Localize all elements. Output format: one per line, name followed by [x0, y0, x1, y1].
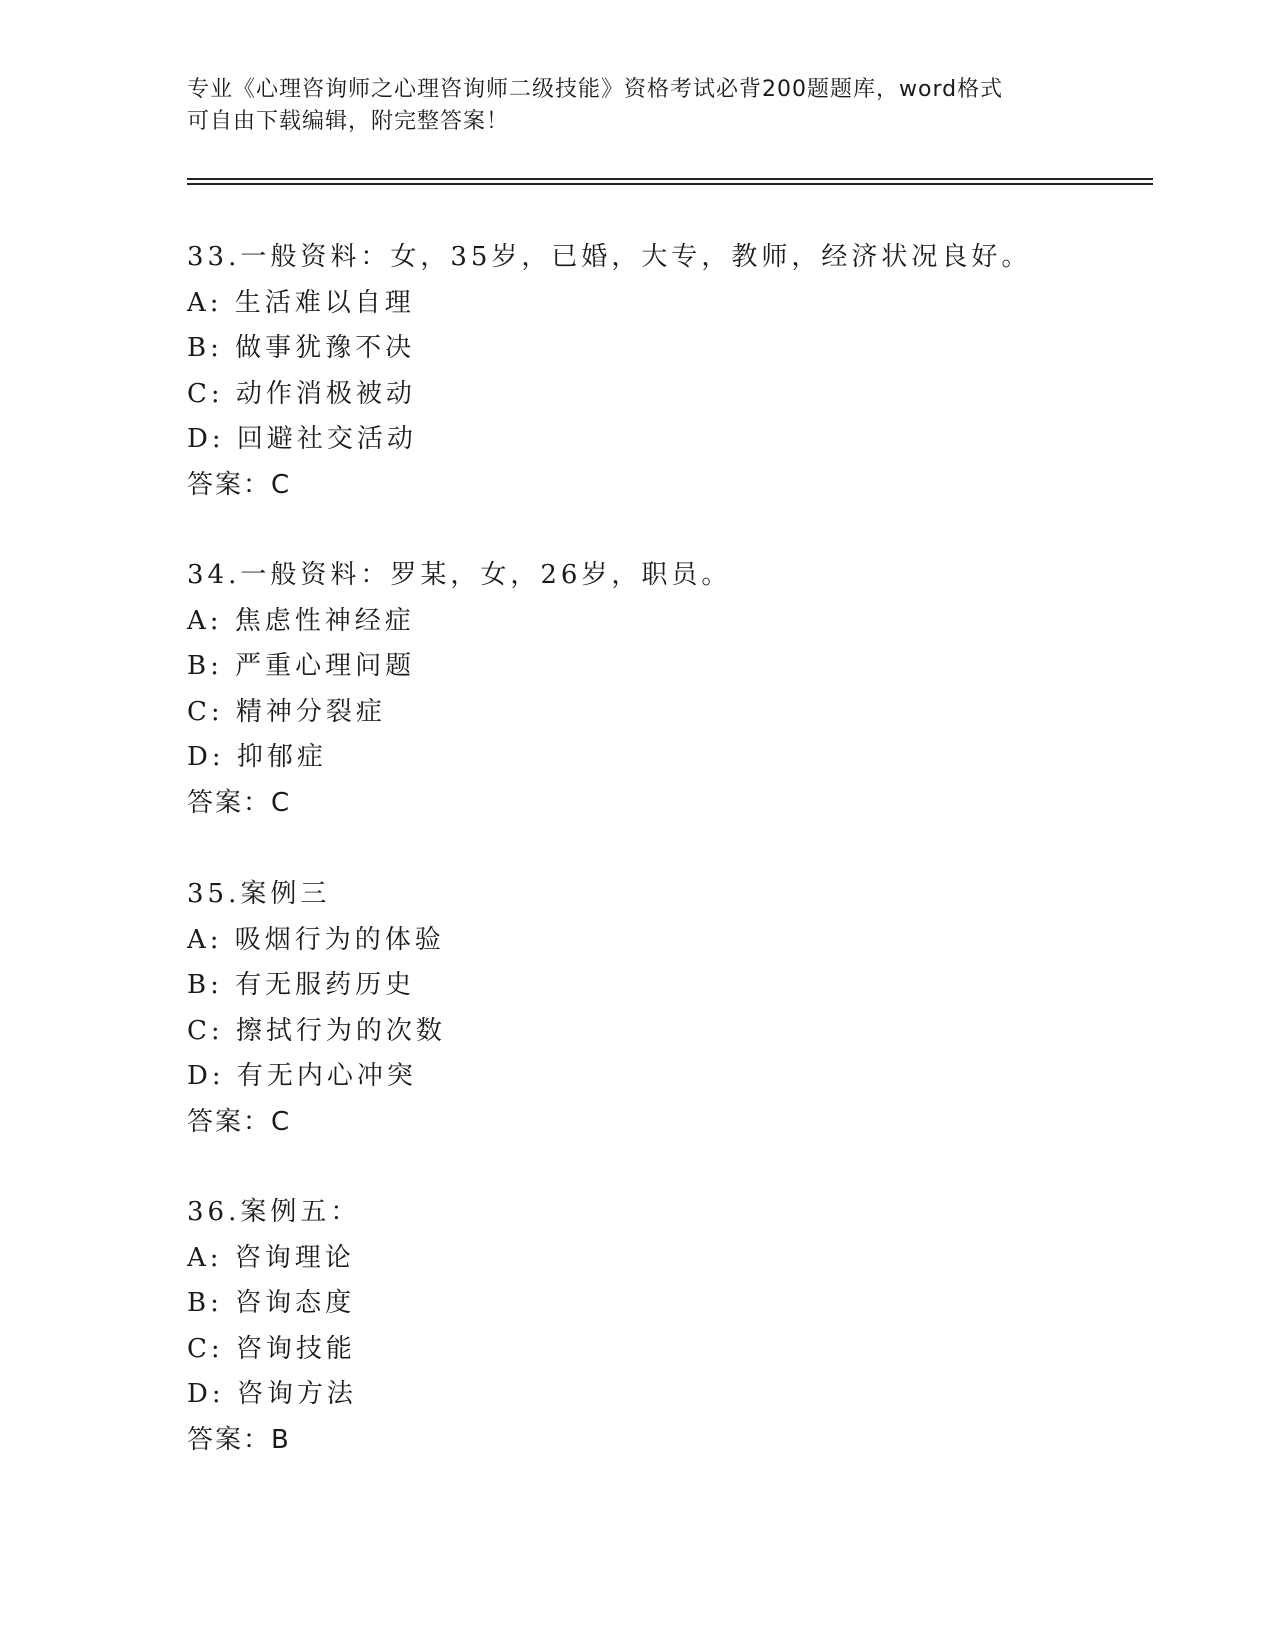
option-a: A: 焦虑性神经症: [187, 605, 415, 636]
option-b: B: 做事犹豫不决: [187, 333, 416, 363]
answer-line: 答案：C: [187, 787, 292, 818]
option-c: C: 精神分裂症: [187, 696, 386, 727]
option-c: C: 动作消极被动: [187, 378, 416, 409]
header-divider-bottom: [187, 183, 1153, 185]
option-c: C: 擦拭行为的次数: [187, 1015, 446, 1046]
question-33: [187, 235, 1147, 508]
document-header: [187, 74, 1067, 138]
answer-line: 答案：C: [187, 1106, 292, 1137]
option-a: A: 生活难以自理: [187, 287, 415, 318]
header-divider-top: [187, 178, 1153, 180]
option-a: A: 吸烟行为的体验: [187, 924, 445, 955]
question-stem: 35.案例三: [187, 879, 331, 909]
option-d: D: 有无内心冲突: [187, 1061, 417, 1091]
option-b: B: 严重心理问题: [187, 651, 416, 681]
question-35: [187, 872, 1147, 1145]
option-c: C: 咨询技能: [187, 1333, 356, 1364]
question-stem: 33.一般资料：女，35岁，已婚，大专，教师，经济状况良好。: [187, 242, 1032, 272]
question-34: [187, 553, 1147, 826]
header-line-2: 可自由下载编辑，附完整答案！: [187, 109, 510, 134]
question-stem: 34.一般资料：罗某，女，26岁，职员。: [187, 560, 732, 590]
answer-line: 答案：C: [187, 469, 292, 500]
option-b: B: 有无服药历史: [187, 970, 416, 1000]
answer-line: 答案：B: [187, 1424, 291, 1455]
question-36: [187, 1190, 1147, 1463]
option-d: D: 抑郁症: [187, 742, 327, 772]
header-line-1: 专业《心理咨询师之心理咨询师二级技能》资格考试必背200题题库，word格式: [187, 77, 1004, 102]
option-d: D: 回避社交活动: [187, 424, 417, 454]
option-d: D: 咨询方法: [187, 1379, 357, 1409]
question-stem: 36.案例五：: [187, 1197, 361, 1227]
option-a: A: 咨询理论: [187, 1242, 355, 1273]
option-b: B: 咨询态度: [187, 1288, 356, 1318]
